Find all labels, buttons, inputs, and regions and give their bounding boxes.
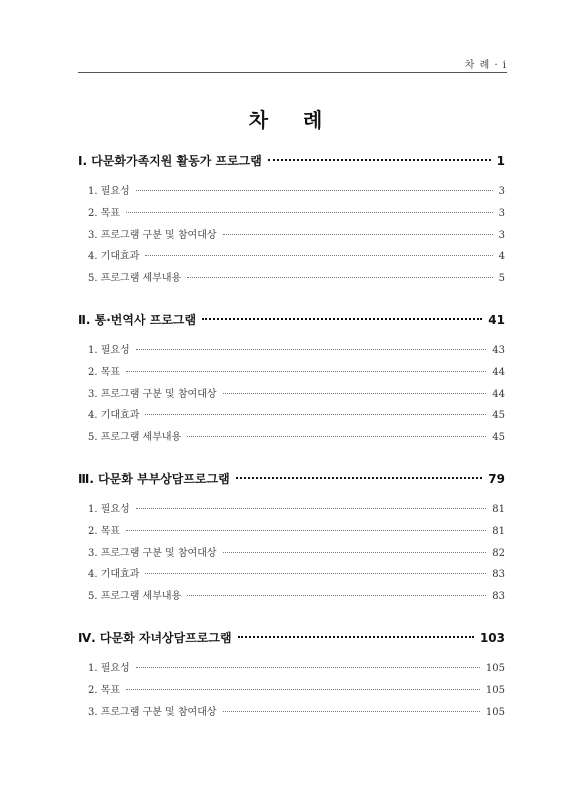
dot-leader [136, 667, 480, 668]
toc-item-entry[interactable] [78, 522, 505, 544]
dot-leader [126, 371, 486, 372]
item-title: 3. 프로그램 구분 및 참여대상 [88, 388, 217, 400]
section-spacer [78, 609, 505, 629]
item-page-number: 83 [492, 569, 505, 581]
item-page-number: 5 [498, 273, 505, 285]
header-rule [78, 72, 507, 73]
item-title: 4. 기대효과 [88, 569, 140, 581]
toc-item-entry[interactable] [78, 182, 505, 204]
item-page-number: 45 [492, 432, 505, 444]
dot-leader [223, 552, 487, 553]
item-title: 2. 목표 [88, 366, 121, 378]
dot-leader [136, 190, 493, 191]
item-title: 3. 프로그램 구분 및 참여대상 [88, 229, 217, 241]
dot-leader [145, 414, 486, 415]
page-title: 차 례 [248, 108, 337, 132]
toc-item-entry[interactable] [78, 269, 505, 291]
item-title: 1. 필요성 [88, 186, 130, 197]
toc-item-entry[interactable] [78, 341, 505, 363]
item-title: 2. 목표 [88, 207, 121, 219]
item-page-number: 44 [492, 388, 505, 400]
item-title: 3. 프로그램 구분 및 참여대상 [88, 547, 217, 559]
toc-item-entry[interactable] [78, 587, 505, 609]
toc-item-entry[interactable] [78, 406, 505, 428]
dot-leader [126, 689, 480, 690]
item-title: 5. 프로그램 세부내용 [88, 273, 182, 285]
toc-item-entry[interactable] [78, 500, 505, 522]
toc-item-entry[interactable] [78, 565, 505, 587]
dot-leader [187, 595, 486, 596]
item-page-number: 105 [485, 706, 505, 718]
item-page-number: 45 [492, 410, 505, 422]
item-page-number: 4 [498, 251, 505, 263]
toc-section [78, 311, 505, 470]
item-title: 1. 필요성 [88, 503, 130, 515]
dot-leader [236, 477, 483, 479]
item-title: 1. 필요성 [88, 662, 130, 674]
toc-chapter-entry[interactable] [78, 152, 505, 182]
dot-leader [223, 711, 480, 712]
toc-section [78, 470, 505, 629]
toc-item-entry[interactable] [78, 703, 505, 725]
dot-leader [126, 212, 493, 213]
table-of-contents [78, 152, 505, 724]
chapter-page-number: 41 [488, 312, 505, 327]
toc-item-entry[interactable] [78, 363, 505, 385]
chapter-title: Ⅳ. 다문화 자녀상담프로그램 [78, 630, 232, 645]
item-title: 2. 목표 [88, 525, 121, 537]
dot-leader [145, 573, 486, 574]
toc-item-entry[interactable] [78, 428, 505, 450]
toc-section [78, 152, 505, 311]
chapter-title: Ⅲ. 다문화 부부상담프로그램 [78, 471, 230, 486]
toc-item-entry[interactable] [78, 385, 505, 407]
item-page-number: 81 [492, 525, 505, 537]
toc-item-entry[interactable] [78, 226, 505, 248]
item-title: 5. 프로그램 세부내용 [88, 432, 182, 444]
chapter-title: Ⅰ. 다문화가족지원 활동가 프로그램 [78, 154, 262, 168]
dot-leader [238, 636, 474, 638]
dot-leader [223, 234, 493, 235]
dot-leader [187, 277, 492, 278]
item-title: 3. 프로그램 구분 및 참여대상 [88, 706, 217, 718]
toc-chapter-entry[interactable] [78, 470, 505, 500]
item-page-number: 105 [485, 684, 505, 696]
item-page-number: 3 [498, 207, 505, 219]
item-page-number: 83 [492, 591, 505, 603]
toc-item-entry[interactable] [78, 681, 505, 703]
item-title: 4. 기대효과 [88, 410, 140, 422]
dot-leader [126, 530, 486, 531]
section-spacer [78, 450, 505, 470]
dot-leader [223, 393, 487, 394]
dot-leader [187, 436, 486, 437]
dot-leader [202, 318, 482, 320]
item-page-number: 3 [498, 186, 505, 197]
item-page-number: 3 [498, 229, 505, 241]
item-page-number: 43 [492, 344, 505, 356]
chapter-page-number: 79 [488, 471, 505, 486]
toc-item-entry[interactable] [78, 247, 505, 269]
chapter-page-number: 1 [496, 154, 505, 168]
toc-chapter-entry[interactable] [78, 629, 505, 659]
item-title: 2. 목표 [88, 684, 121, 696]
item-page-number: 105 [485, 662, 505, 674]
section-spacer [78, 291, 505, 311]
toc-item-entry[interactable] [78, 544, 505, 566]
dot-leader [145, 255, 492, 256]
toc-item-entry[interactable] [78, 659, 505, 681]
item-title: 4. 기대효과 [88, 251, 140, 263]
dot-leader [268, 159, 491, 161]
running-head: 차 례 · i [464, 60, 507, 71]
toc-item-entry[interactable] [78, 204, 505, 226]
item-title: 5. 프로그램 세부내용 [88, 591, 182, 603]
chapter-title: Ⅱ. 통·번역사 프로그램 [78, 312, 197, 327]
toc-section [78, 629, 505, 724]
dot-leader [136, 349, 487, 350]
item-page-number: 81 [492, 503, 505, 515]
chapter-page-number: 103 [479, 630, 505, 645]
item-page-number: 44 [492, 366, 505, 378]
item-title: 1. 필요성 [88, 344, 130, 356]
item-page-number: 82 [492, 547, 505, 559]
toc-chapter-entry[interactable] [78, 311, 505, 341]
dot-leader [136, 508, 487, 509]
